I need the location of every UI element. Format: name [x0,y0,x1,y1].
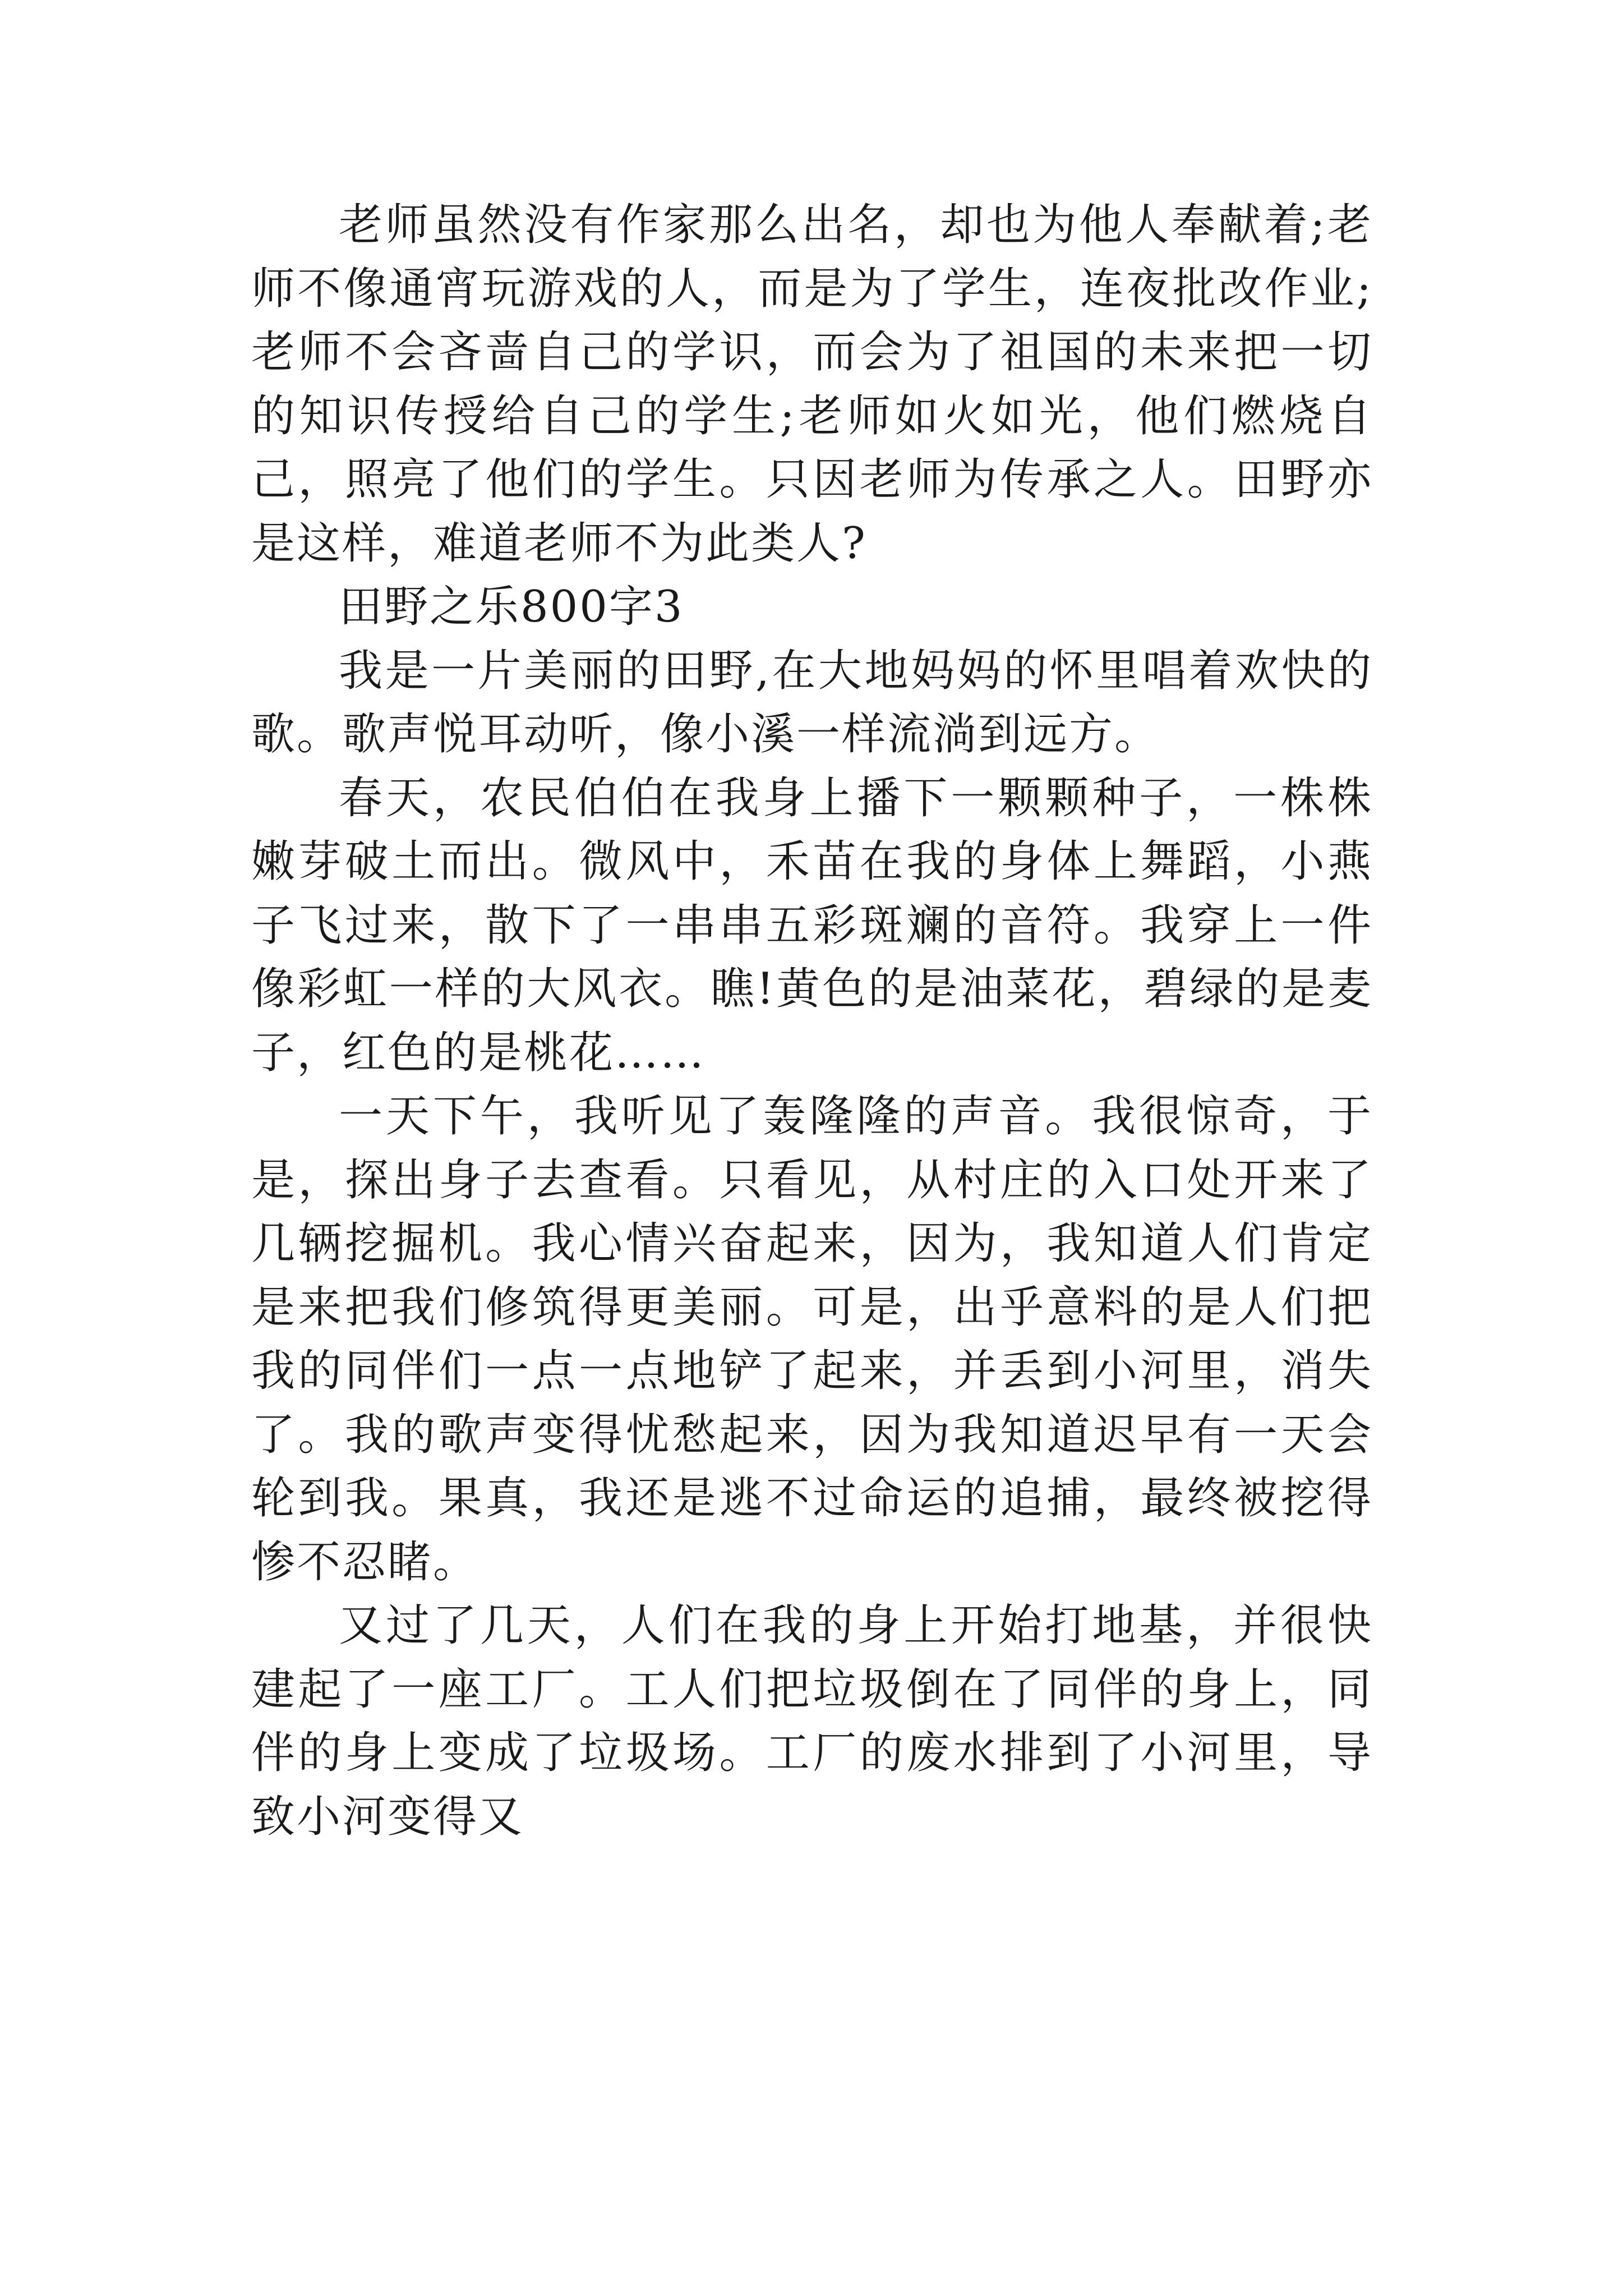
paragraph-excavators: 一天下午，我听见了轰隆隆的声音。我很惊奇，于是，探出身子去查看。只看见，从村庄的入口处开来了几辆挖掘机。我心情兴奋起来，因为，我知道人们肯定是来把我们修筑得更美丽。可是，出乎意料的是人们把我的同伴们一点一点地铲了起来，并丢到小河里，消失了。我的歌声变得忧愁起来，因为我知道迟早有一天会轮到我。果真，我还是逃不过命运的追捕，最终被挖得惨不忍睹。 [251,1091,1373,1588]
paragraph-factory: 又过了几天，人们在我的身上开始打地基，并很快建起了一座工厂。工人们把垃圾倒在了同伴的身上，同伴的身上变成了垃圾场。工厂的废水排到了小河里，导致小河变得又 [251,1600,1373,1842]
document-body [251,194,1373,1849]
paragraph-field-intro: 我是一片美丽的田野,在大地妈妈的怀里唱着欢快的歌。歌声悦耳动听，像小溪一样流淌到远方。 [251,645,1373,760]
paragraph-spring: 春天，农民伯伯在我身上播下一颗颗种子，一株株嫩芽破土而出。微风中，禾苗在我的身体上舞蹈，小燕子飞过来，散下了一串串五彩斑斓的音符。我穿上一件像彩虹一样的大风衣。瞧!黄色的是油菜花，碧绿的是麦子，红色的是桃花…… [251,772,1373,1078]
section-heading: 田野之乐800字3 [339,582,684,632]
paragraph-teacher: 老师虽然没有作家那么出名，却也为他人奉献着;老师不像通宵玩游戏的人，而是为了学生，连夜批改作业;老师不会吝啬自己的学识，而会为了祖国的未来把一切的知识传授给自己的学生;老师如火如光，他们燃烧自己，照亮了他们的学生。只因老师为传承之人。田野亦是这样，难道老师不为此类人? [251,200,1373,569]
